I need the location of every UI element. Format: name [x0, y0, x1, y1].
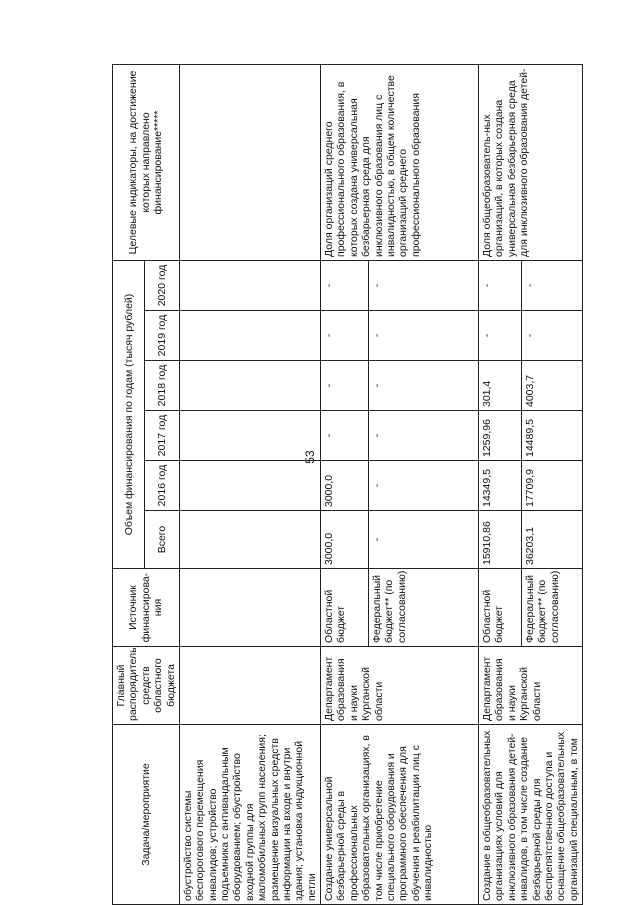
- rotated-table-container: [112, 65, 580, 905]
- financing-table: [112, 64, 583, 905]
- y2018-cell: [179, 361, 320, 411]
- source-cell: Федеральный бюджет** (по согласованию): [522, 569, 583, 647]
- y2020-cell: -: [321, 260, 369, 310]
- page-number: 53: [303, 450, 317, 464]
- y2017-cell: -: [369, 411, 479, 461]
- total-cell: 36203,1: [522, 511, 583, 569]
- y2020-cell: -: [479, 260, 522, 310]
- header-total: Всего: [145, 511, 179, 569]
- y2018-cell: -: [321, 361, 369, 411]
- header-indicators: Целевые индикаторы, на достижение которых направлено финансирование*****: [113, 64, 180, 260]
- y2020-cell: -: [522, 260, 583, 310]
- table-row: [179, 64, 320, 904]
- task-cell: Создание универсальной безбарьерной среды в профессиональных образовательных организациях, в том числе приобретение специального оборудования и программного обеспечения для обучения и реабилитации лиц с инвалидностью: [321, 725, 479, 905]
- source-cell: Федеральный бюджет** (по согласованию): [369, 569, 479, 647]
- y2018-cell: 4003,7: [522, 361, 583, 411]
- header-source: Источник финансирова-ния: [113, 569, 180, 647]
- source-cell: Областной бюджет: [321, 569, 369, 647]
- y2019-cell: -: [479, 311, 522, 361]
- y2017-cell: -: [321, 411, 369, 461]
- y2016-cell: -: [369, 461, 479, 511]
- table-row: [479, 64, 522, 904]
- y2016-cell: 14349,5: [479, 461, 522, 511]
- source-cell: Областной бюджет: [479, 569, 522, 647]
- total-cell: -: [369, 511, 479, 569]
- header-2018: 2018 год: [145, 361, 179, 411]
- total-cell: 15910,86: [479, 511, 522, 569]
- distributor-cell: Департамент образования и науки Курганской области: [321, 647, 479, 725]
- y2018-cell: 301,4: [479, 361, 522, 411]
- y2017-cell: 1259,96: [479, 411, 522, 461]
- header-distributor: Главный распорядитель средств областного бюджета: [113, 647, 180, 725]
- y2019-cell: -: [369, 311, 479, 361]
- y2017-cell: 14489,5: [522, 411, 583, 461]
- source-cell: [179, 569, 320, 647]
- header-2020: 2020 год: [145, 260, 179, 310]
- y2019-cell: -: [522, 311, 583, 361]
- indicator-cell: Доля организаций среднего профессионального образования, в которых создана универсальная безбарьерная среда для инклюзивного образования лиц с инвалидностью, в общем количестве организаций среднего профессионального образования: [321, 64, 479, 260]
- task-cell: Создание в общеобразовательных организациях условий для инклюзивного образования детей-инвалидов, в том числе создание безбарьерной среды для беспрепятственного доступа и оснащение общеобразовательных организаций специальным, в том: [479, 725, 583, 905]
- table-row: [321, 64, 369, 904]
- task-cell: обустройство системы беспорогового перемещения инвалидов; устройство подъемника с антивандальным оборудованием; обустройство входной группы для маломобильных групп населения; размещение визуальных средств информации на входе и внутри здания; установка индукционной петли: [179, 725, 320, 905]
- distributor-cell: Департамент образования и науки Курганской области: [479, 647, 583, 725]
- y2017-cell: [179, 411, 320, 461]
- y2019-cell: [179, 311, 320, 361]
- y2016-cell: 17709,9: [522, 461, 583, 511]
- header-volume-group: Объем финансирования по годам (тысяч рублей): [113, 260, 145, 568]
- header-2016: 2016 год: [145, 461, 179, 511]
- total-cell: 3000,0: [321, 511, 369, 569]
- header-task: Задача/мероприятие: [113, 725, 180, 905]
- y2016-cell: [179, 461, 320, 511]
- header-2017: 2017 год: [145, 411, 179, 461]
- y2020-cell: -: [369, 260, 479, 310]
- distributor-cell: [179, 647, 320, 725]
- y2020-cell: [179, 260, 320, 310]
- y2018-cell: -: [369, 361, 479, 411]
- y2016-cell: 3000,0: [321, 461, 369, 511]
- header-2019: 2019 год: [145, 311, 179, 361]
- total-cell: [179, 511, 320, 569]
- y2019-cell: -: [321, 311, 369, 361]
- indicator-cell: [179, 64, 320, 260]
- indicator-cell: Доля общеобразователь-ных организаций, в которых создана универсальная безбарьерная среда для инклюзивного образования детей-: [479, 64, 583, 260]
